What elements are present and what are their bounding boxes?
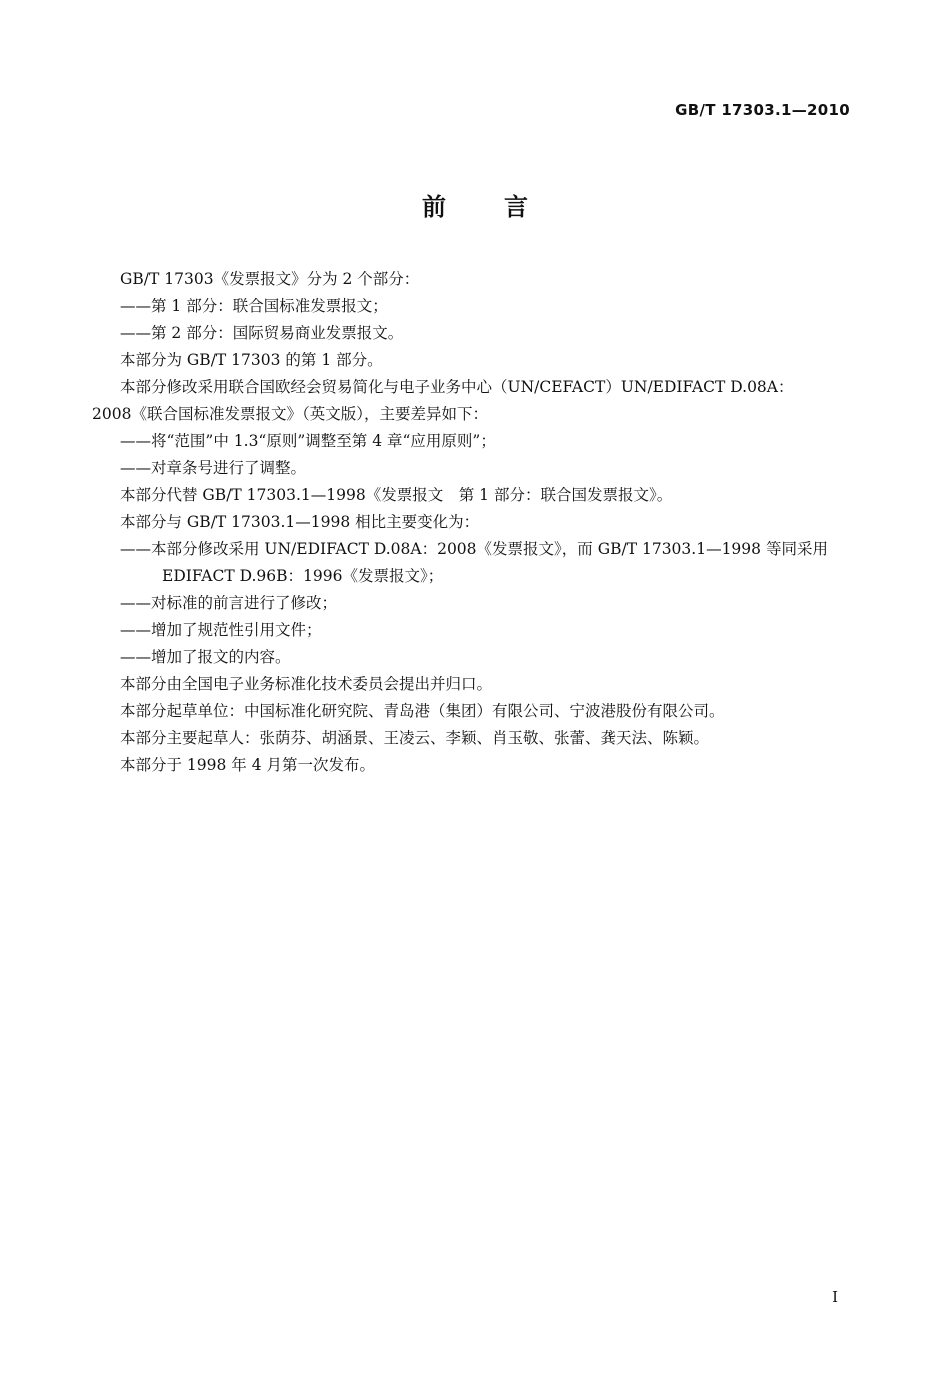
paragraph-first-published: 本部分于 1998 年 4 月第一次发布。 xyxy=(120,756,376,774)
paragraph-changes-intro: 本部分与 GB/T 17303.1—1998 相比主要变化为： xyxy=(120,513,480,531)
paragraph-adoption: 本部分修改采用联合国欧经会贸易简化与电子业务中心（UN/CEFACT）UN/EDIFACT D.08A： xyxy=(120,378,794,396)
list-item-change-4: ——增加了报文的内容。 xyxy=(120,648,291,666)
list-item-change-3: ——增加了规范性引用文件； xyxy=(120,621,322,639)
title-char-1: 前 xyxy=(422,193,446,221)
paragraph-parts-intro: GB/T 17303《发票报文》分为 2 个部分： xyxy=(120,270,420,288)
paragraph-adoption-continued: 2008《联合国标准发票报文》（英文版），主要差异如下： xyxy=(92,405,488,423)
page-title xyxy=(0,187,950,222)
list-item-part-2: ——第 2 部分：国际贸易商业发票报文。 xyxy=(120,324,404,342)
list-item-change-2: ——对标准的前言进行了修改； xyxy=(120,594,338,612)
paragraph-drafting-units: 本部分起草单位：中国标准化研究院、青岛港（集团）有限公司、宁波港股份有限公司。 xyxy=(120,702,725,720)
list-item-part-1: ——第 1 部分：联合国标准发票报文； xyxy=(120,297,388,315)
paragraph-replaces: 本部分代替 GB/T 17303.1—1998《发票报文 第 1 部分：联合国发票报文》。 xyxy=(120,486,673,504)
standard-code: GB/T 17303.1—2010 xyxy=(675,101,850,119)
page-number: I xyxy=(832,1288,838,1306)
paragraph-drafters: 本部分主要起草人：张荫芬、胡涵景、王凌云、李颖、肖玉敬、张蕾、龚天法、陈颖。 xyxy=(120,729,710,747)
list-item-difference-2: ——对章条号进行了调整。 xyxy=(120,459,307,477)
paragraph-this-part: 本部分为 GB/T 17303 的第 1 部分。 xyxy=(120,351,383,369)
list-item-change-1-continued: EDIFACT D.96B：1996《发票报文》； xyxy=(162,567,444,585)
list-item-difference-1: ——将“范围”中 1.3“原则”调整至第 4 章“应用原则”； xyxy=(120,432,496,450)
paragraph-proposed-by: 本部分由全国电子业务标准化技术委员会提出并归口。 xyxy=(120,675,493,693)
title-char-2: 言 xyxy=(504,193,528,221)
list-item-change-1: ——本部分修改采用 UN/EDIFACT D.08A：2008《发票报文》，而 GB/T 17303.1—1998 等同采用 xyxy=(120,540,828,558)
